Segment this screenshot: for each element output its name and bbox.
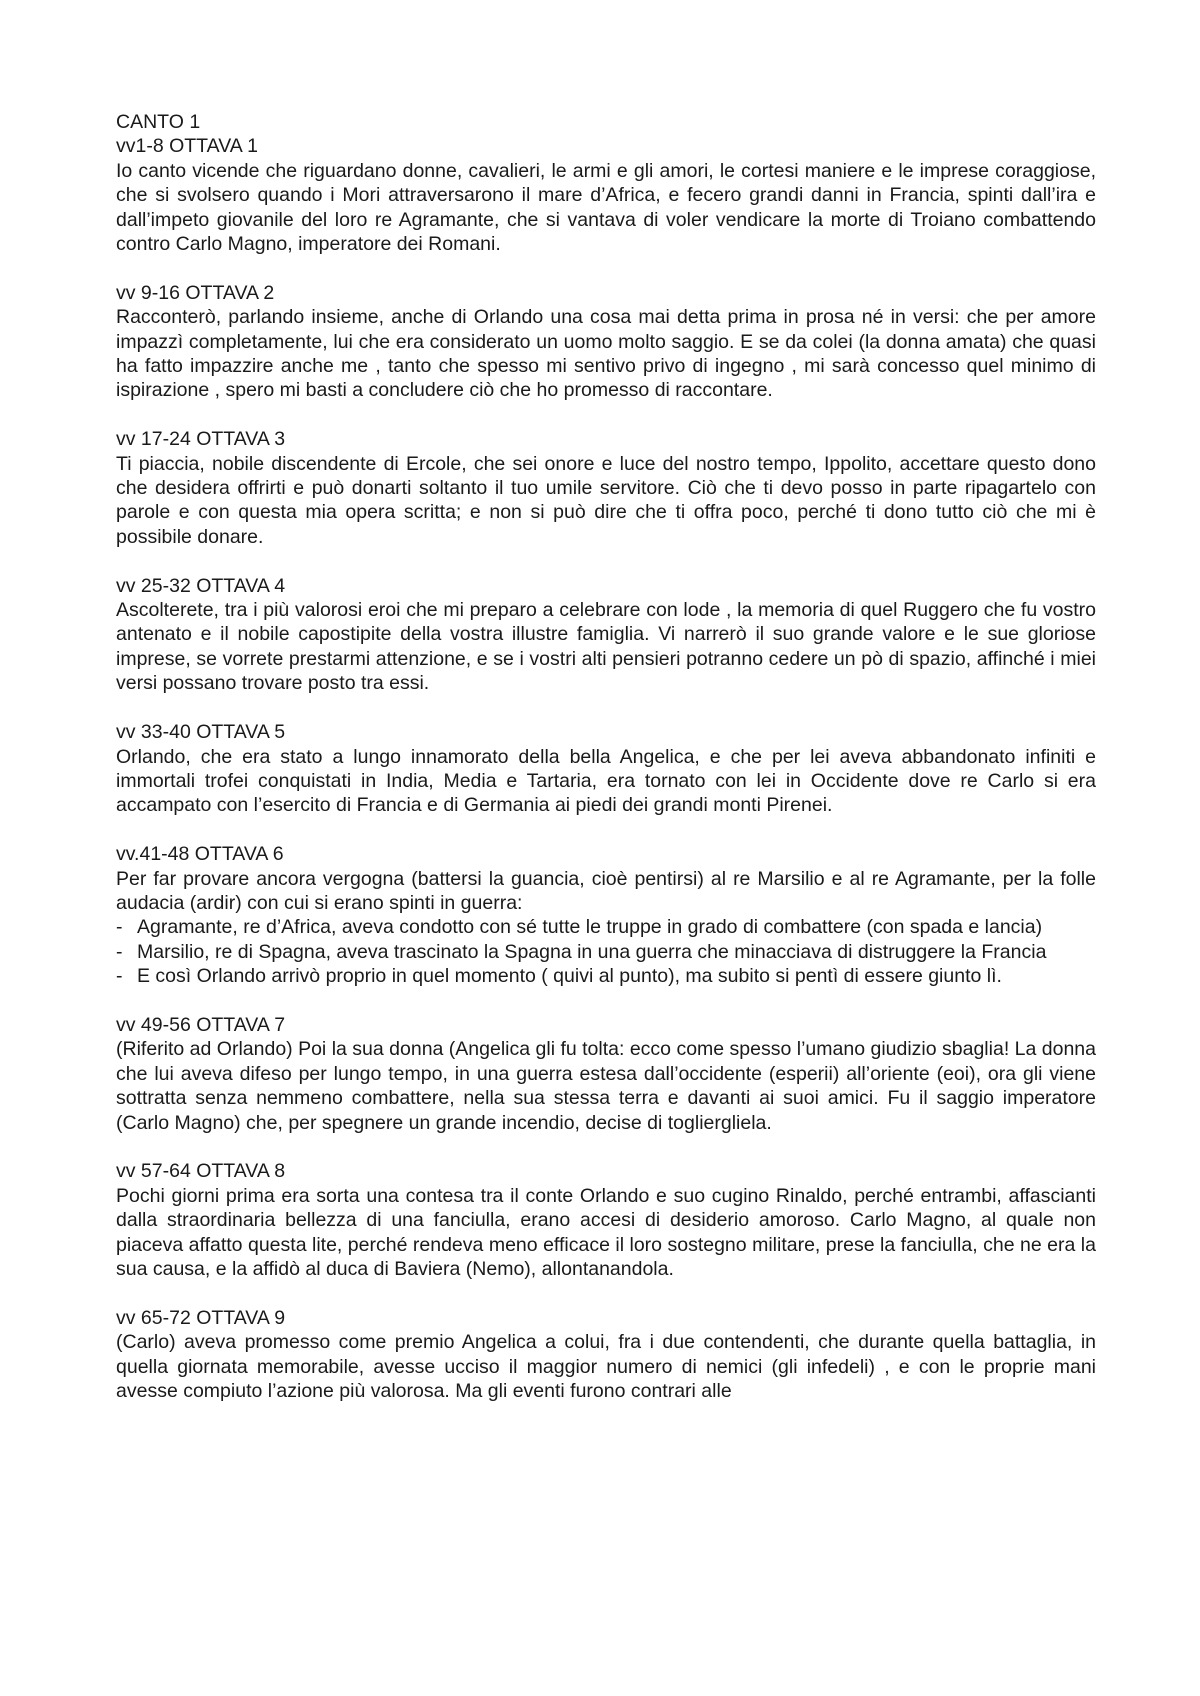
- section-heading: vv 9-16 OTTAVA 2: [116, 281, 275, 304]
- bullet-item: [116, 940, 1096, 964]
- section-paragraph: (Carlo) aveva promesso come premio Angelica a colui, fra i due contendenti, che durante quella battaglia, in quella giornata memorabile, avesse ucciso il maggior numero di nemici (gli infedeli) , e con le proprie mani avesse compiuto l’azione più valorosa. Ma gli eventi furono contrari alle: [116, 1331, 1096, 1402]
- bullet-item: [116, 964, 1096, 988]
- canto-title: CANTO 1: [116, 111, 201, 133]
- section-ottava-2: [116, 281, 1096, 403]
- section-paragraph: Racconterò, parlando insieme, anche di Orlando una cosa mai detta prima in prosa né in versi: che per amore impazzì completamente, lui che era considerato un uomo molto saggio. E se da colei (la donna amata) che quasi ha fatto impazzire anche me , tanto che spesso mi sentivo privo di ingegno , mi sarà concesso quel minimo di ispirazione , spero mi basti a concludere ciò che ho promesso di raccontare.: [116, 306, 1096, 402]
- section-ottava-7: [116, 1013, 1096, 1135]
- section-ottava-1: [116, 134, 1096, 256]
- section-ottava-9: [116, 1306, 1096, 1404]
- section-paragraph: Pochi giorni prima era sorta una contesa tra il conte Orlando e suo cugino Rinaldo, perché entrambi, affascianti dalla straordinaria bellezza di una fanciulla, erano accesi di desiderio amoroso. Carlo Magno, al quale non piaceva affatto questa lite, perché rendeva meno efficace il loro sostegno militare, prese la fanciulla, che ne era la sua causa, e la affidò al duca di Baviera (Nemo), allontanandola.: [116, 1184, 1096, 1280]
- section-heading: vv 33-40 OTTAVA 5: [116, 721, 286, 744]
- section-heading: vv 17-24 OTTAVA 3: [116, 428, 286, 451]
- section-paragraph: Ti piaccia, nobile discendente di Ercole, che sei onore e luce del nostro tempo, Ippolito, accettare questo dono che desidera offrirti e può donarti soltanto il tuo umile servitore. Ciò che ti devo posso in parte ripagartelo con parole e con questa mia opera scritta; e non si può dire che ti offra poco, perché ti dono tutto ciò che mi è possibile donare.: [116, 452, 1096, 548]
- section-heading: vv1-8 OTTAVA 1: [116, 135, 258, 158]
- section-paragraph: (Riferito ad Orlando) Poi la sua donna (Angelica gli fu tolta: ecco come spesso l’umano giudizio sbaglia! La donna che lui aveva difeso per lungo tempo, in una guerra estesa dall’occidente (esperii) all’oriente (eoi), ora gli viene sottratta senza nemmeno combattere, nella sua stessa terra e davanti ai suoi amici. Fu il saggio imperatore (Carlo Magno) che, per spegnere un grande incendio, decise di togliergliela.: [116, 1038, 1096, 1134]
- section-paragraph: Io canto vicende che riguardano donne, cavalieri, le armi e gli amori, le cortesi maniere e le imprese coraggiose, che si svolsero quando i Mori attraversarono il mare d’Africa, e fecero grandi danni in Francia, spinti dall’ira e dall’impeto giovanile del loro re Agramante, che si vantava di voler vendicare la morte di Troiano combattendo contro Carlo Magno, imperatore dei Romani.: [116, 159, 1096, 256]
- section-heading: vv 65-72 OTTAVA 9: [116, 1306, 286, 1329]
- section-heading: vv.41-48 OTTAVA 6: [116, 843, 284, 866]
- section-heading: vv 25-32 OTTAVA 4: [116, 574, 286, 597]
- section-ottava-6: [116, 842, 1096, 988]
- section-ottava-5: [116, 720, 1096, 818]
- section-heading: vv 57-64 OTTAVA 8: [116, 1160, 286, 1183]
- section-ottava-3: [116, 427, 1096, 549]
- bullet-list: [116, 915, 1096, 988]
- section-ottava-4: [116, 574, 1096, 696]
- document-page: [116, 110, 1096, 1428]
- bullet-text: E così Orlando arrivò proprio in quel momento ( quivi al punto), ma subito si pentì di essere giunto lì.: [137, 965, 1002, 988]
- bullet-text: Marsilio, re di Spagna, aveva trascinato la Spagna in una guerra che minacciava di distruggere la Francia: [137, 940, 1047, 963]
- dash-bullet-icon: -: [116, 965, 123, 988]
- section-ottava-8: [116, 1159, 1096, 1281]
- section-paragraph: Orlando, che era stato a lungo innamorato della bella Angelica, e che per lei aveva abbandonato infiniti e immortali trofei conquistati in India, Media e Tartaria, era tornato con lei in Occidente dove re Carlo si era accampato con l’esercito di Francia e di Germania ai piedi dei grandi monti Pirenei.: [116, 745, 1096, 817]
- dash-bullet-icon: -: [116, 916, 123, 939]
- section-paragraph: Ascolterete, tra i più valorosi eroi che mi preparo a celebrare con lode , la memoria di quel Ruggero che fu vostro antenato e il nobile capostipite della vostra illustre famiglia. Vi narrerò il suo grande valore e le sue gloriose imprese, se vorrete prestarmi attenzione, e se i vostri alti pensieri potranno cedere un pò di spazio, affinché i miei versi possano trovare posto tra essi.: [116, 599, 1096, 695]
- dash-bullet-icon: -: [116, 940, 123, 963]
- section-paragraph: Per far provare ancora vergogna (battersi la guancia, cioè pentirsi) al re Marsilio e al re Agramante, per la folle audacia (ardir) con cui si erano spinti in guerra:: [116, 867, 1096, 914]
- bullet-text: Agramante, re d’Africa, aveva condotto con sé tutte le truppe in grado di combattere (con spada e lancia): [137, 916, 1043, 939]
- bullet-item: [116, 915, 1096, 939]
- section-heading: vv 49-56 OTTAVA 7: [116, 1013, 286, 1036]
